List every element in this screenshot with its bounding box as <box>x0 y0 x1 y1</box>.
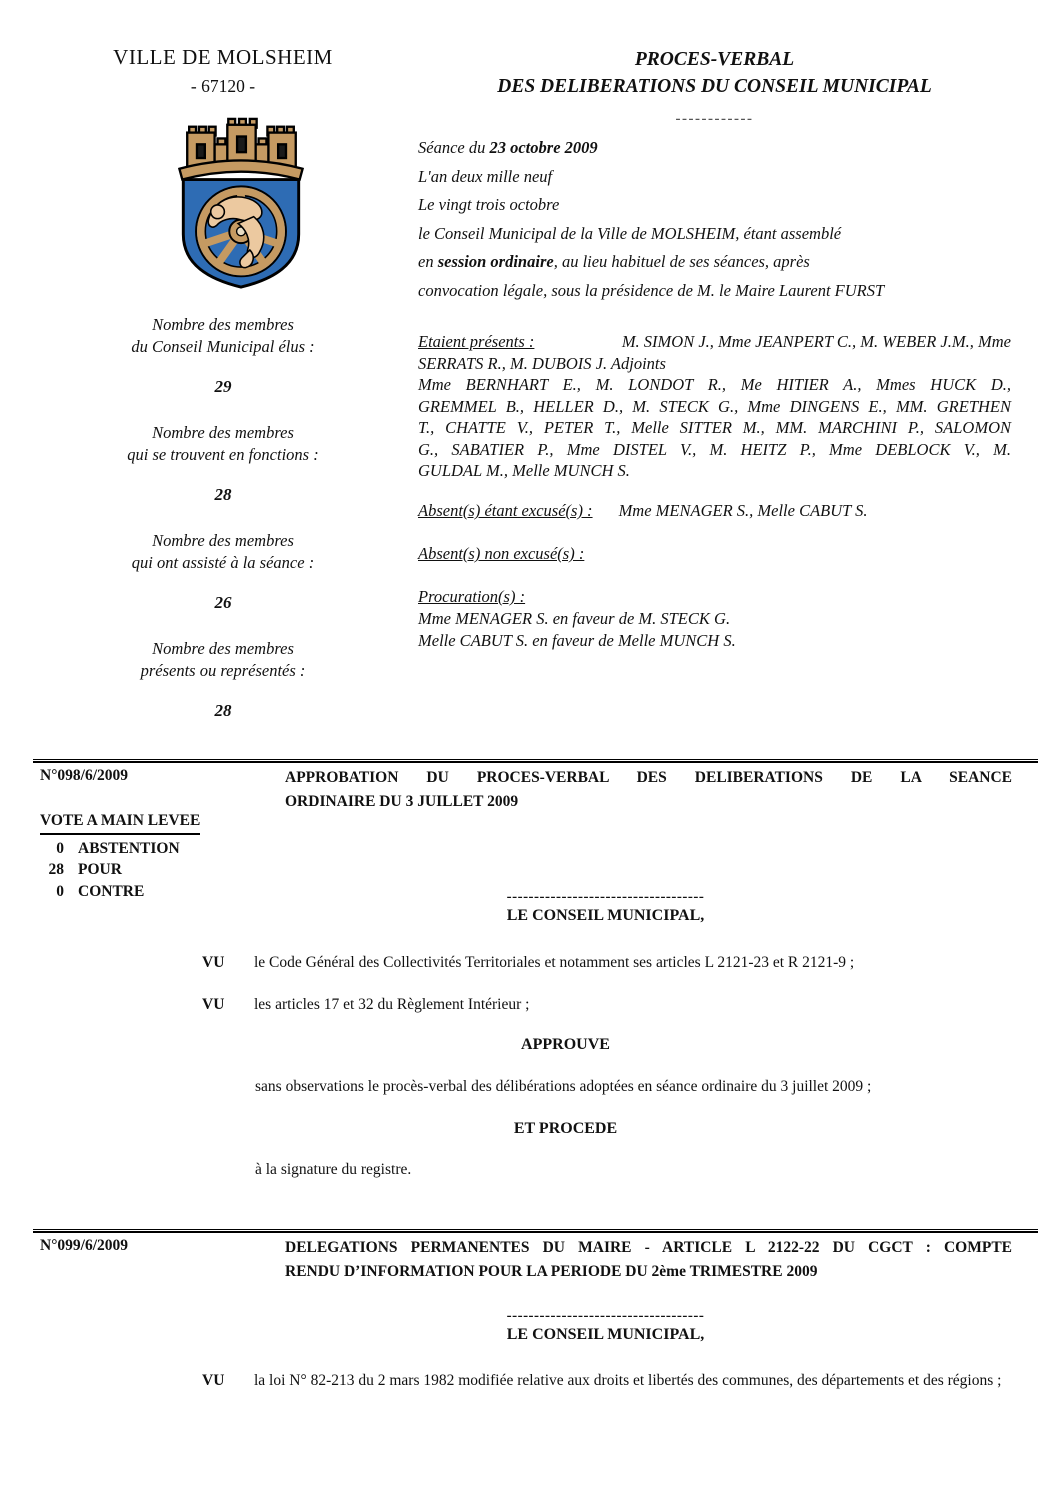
count-representes-label: Nombre des membres présents ou représentés : <box>140 639 306 680</box>
count-fonctions-label: Nombre des membres qui se trouvent en fonctions : <box>127 423 319 464</box>
crest-shield <box>183 180 298 288</box>
document-title: PROCES-VERBAL DES DELIBERATIONS DU CONSEIL MUNICIPAL <box>497 49 932 97</box>
conseil-heading-2: LE CONSEIL MUNICIPAL, <box>506 1326 705 1343</box>
approuve-text: sans observations le procès-verbal des délibérations adoptées en séance ordinaire du 3 juillet 2009 ; <box>255 1078 872 1095</box>
vote-row-abstention: 0 ABSTENTION <box>56 839 180 857</box>
attendance-presents: Etaient présents : M. SIMON J., Mme JEANPERT C., M. WEBER J.M., Mme SERRATS R., M. DUBOIS J. Adjoints Mme BERNHART E., M. LONDOT R., Me HITIER A., Mmes HUCK D., GREMMEL B., HELLER D., M. STECK G., Mme DINGENS E., MM. GRETHEN T., CHATTE V., PETER T., Melle SITTER M., MM. MARCHINI P., SALOMON G., SABATIER P., Mme DISTEL V., M. HEITZ P., Mme DEBLOCK V., M. GULDAL M., Melle MUNCH S. <box>418 332 1011 480</box>
separator-dashes-2: ------------------------------------ <box>506 1308 705 1324</box>
count-representes-value: 28 <box>214 701 232 720</box>
deliberation-098-title: APPROBATION DU PROCES-VERBAL DES DELIBERATIONS DE LA SEANCE ORDINAIRE DU 3 JUILLET 2009 <box>285 769 1012 810</box>
deliberation-099-title: DELEGATIONS PERMANENTES DU MAIRE - ARTICLE L 2122-22 DU CGCT : COMPTE RENDU D’INFORMATION POUR LA PERIODE DU 2ème TRIMESTRE 2009 <box>285 1239 1012 1280</box>
section-rule-2 <box>33 1229 1038 1233</box>
vote-row-contre: 0 CONTRE <box>56 882 145 900</box>
vote-block <box>40 810 280 902</box>
seance-convocation-line: convocation légale, sous la présidence de M. le Maire Laurent FURST <box>418 280 885 300</box>
procede-text: à la signature du registre. <box>255 1161 412 1178</box>
seance-year-line: L'an deux mille neuf <box>418 166 553 186</box>
absents-not-excused: Absent(s) non excusé(s) : <box>418 544 585 563</box>
absents-excused: Absent(s) étant excusé(s) : Mme MENAGER S., Melle CABUT S. <box>418 501 868 520</box>
count-elus-value: 29 <box>214 377 232 396</box>
seance-assembly-line: le Conseil Municipal de la Ville de MOLSHEIM, étant assemblé <box>418 223 842 243</box>
session-intro <box>418 134 1011 306</box>
commune-name: VILLE DE MOLSHEIM <box>113 45 333 69</box>
vote-heading: VOTE A MAIN LEVEE <box>40 810 200 835</box>
presents-label: Etaient présents : <box>418 332 535 351</box>
procurations: Procuration(s) : Mme MENAGER S. en faveur de M. STECK G. Melle CABUT S. en faveur de Melle MUNCH S. <box>418 587 736 650</box>
crest-crown <box>179 119 302 180</box>
clause-vu-loi-82-213: VU la loi N° 82-213 du 2 mars 1982 modifiée relative aux droits et libertés des communes, des départements et des régions ; <box>202 1372 1002 1389</box>
deliberation-098-number: N°098/6/2009 <box>40 767 129 784</box>
procede-heading: ET PROCEDE <box>513 1120 618 1137</box>
title-separator: ------------ <box>675 111 754 127</box>
conseil-heading-1: LE CONSEIL MUNICIPAL, <box>506 907 705 924</box>
count-assiste-value: 26 <box>214 593 232 612</box>
separator-dashes-1: ------------------------------------ <box>506 889 705 905</box>
count-assiste-label: Nombre des membres qui ont assisté à la séance : <box>131 531 315 572</box>
city-crest <box>167 115 315 291</box>
commune-postal-code: - 67120 - <box>190 76 256 96</box>
count-elus-label: Nombre des membres du Conseil Municipal élus : <box>131 315 315 356</box>
seance-date-line: Séance du 23 octobre 2009 <box>418 138 598 157</box>
seance-session-line: en session ordinaire, au lieu habituel de ses séances, après <box>418 252 810 272</box>
count-fonctions-value: 28 <box>214 485 232 504</box>
approuve-heading: APPROUVE <box>521 1036 610 1053</box>
clause-vu-reglement: VU les articles 17 et 32 du Règlement Intérieur ; <box>202 996 530 1013</box>
vote-row-pour: 28 POUR <box>48 861 122 878</box>
seance-day-line: Le vingt trois octobre <box>418 195 560 215</box>
deliberation-099-number: N°099/6/2009 <box>40 1237 129 1254</box>
section-rule-1 <box>33 759 1038 763</box>
clause-vu-cgct: VU le Code Général des Collectivités Territoriales et notamment ses articles L 2121-23 et R 2121-9 ; <box>202 954 855 971</box>
